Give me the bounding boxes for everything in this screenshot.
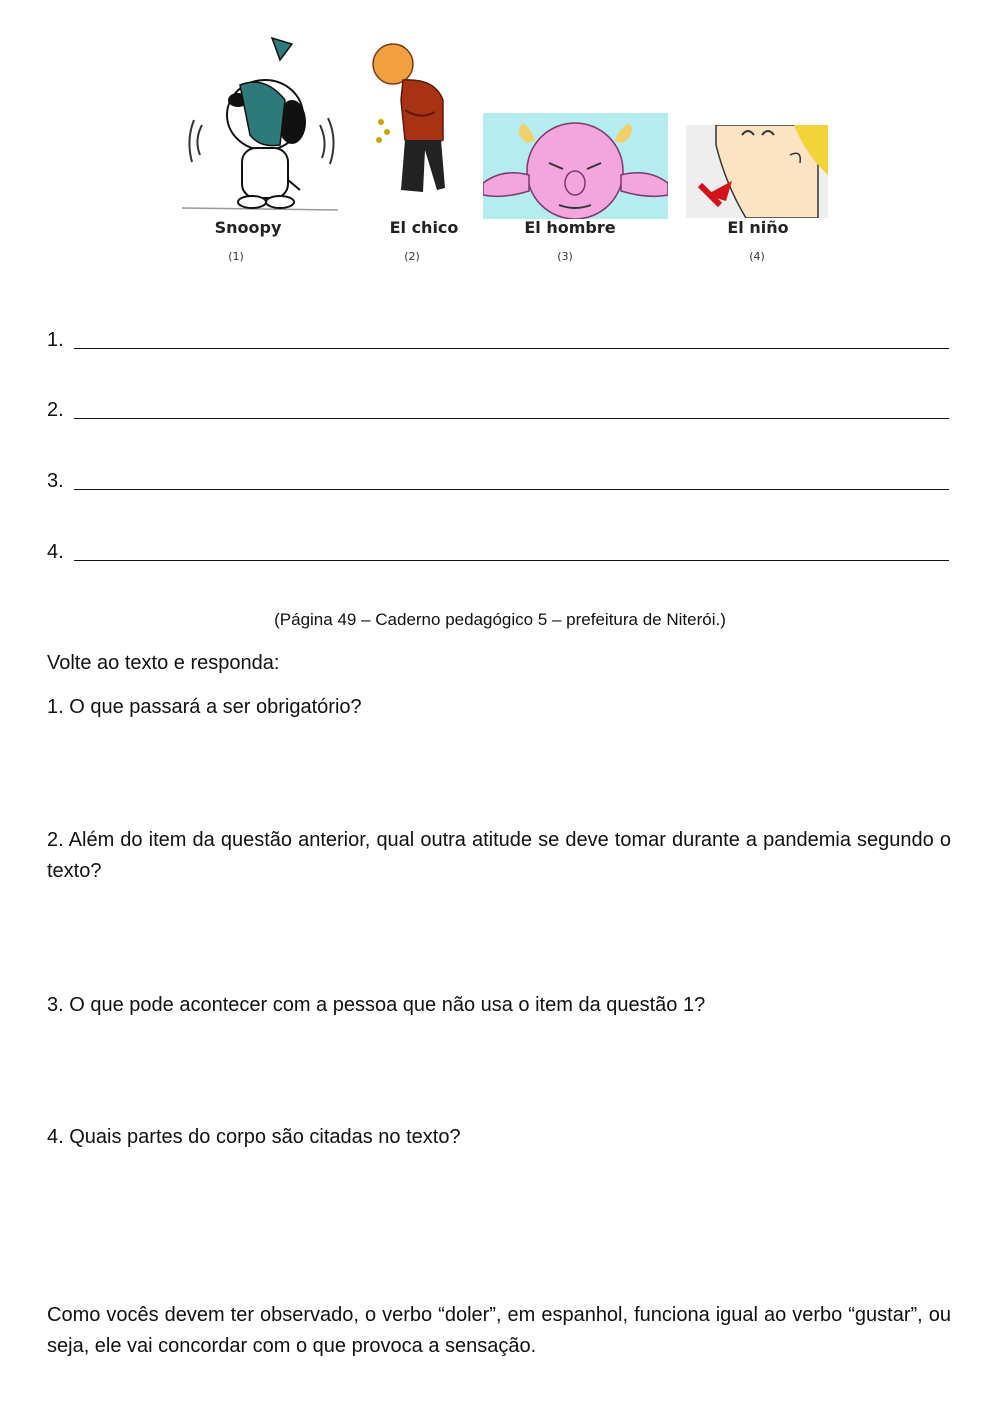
answer-line-3[interactable]: [47, 467, 949, 493]
closing-paragraph: Como vocês devem ter observado, o verbo “doler”, em espanhol, funciona igual ao verbo “gustar”, ou seja, ele vai concordar com o que provoca a sensação.: [47, 1304, 951, 1357]
snoopy-toothache-illustration: [180, 30, 340, 215]
answer-rule: [74, 348, 949, 349]
answer-line-4[interactable]: [47, 538, 949, 564]
figure-caption: Snoopy: [214, 218, 282, 237]
instruction-text: Volte ao texto e responda:: [47, 652, 280, 674]
answer-rule: [74, 489, 949, 490]
answer-line-number: 2.: [47, 399, 64, 421]
answer-line-number: 1.: [47, 329, 64, 351]
answer-line-2[interactable]: [47, 396, 949, 422]
answer-line-number: 3.: [47, 470, 64, 492]
answer-rule: [74, 560, 949, 561]
nino-sorethroat-illustration: [686, 125, 828, 218]
figure-number: (4): [749, 250, 765, 263]
answer-line-1[interactable]: [47, 326, 949, 352]
source-citation: (Página 49 – Caderno pedagógico 5 – prefeitura de Niterói.): [274, 610, 726, 629]
figure-caption: El chico: [389, 218, 459, 237]
answer-rule: [74, 418, 949, 419]
question-1: 1. O que passará a ser obrigatório?: [47, 696, 362, 718]
answer-line-number: 4.: [47, 541, 64, 563]
question-2: 2. Além do item da questão anterior, qual outra atitude se deve tomar durante a pandemia segundo o texto?: [47, 829, 951, 882]
hombre-earache-illustration: [483, 113, 668, 219]
figure-caption: El hombre: [524, 218, 616, 237]
figure-number: (2): [404, 250, 420, 263]
figure-number: (1): [228, 250, 244, 263]
figure-number: (3): [557, 250, 573, 263]
question-3: 3. O que pode acontecer com a pessoa que não usa o item da questão 1?: [47, 994, 706, 1016]
question-4: 4. Quais partes do corpo são citadas no texto?: [47, 1126, 461, 1148]
figure-caption: El niño: [727, 218, 789, 237]
chico-stomachache-illustration: [365, 40, 455, 200]
